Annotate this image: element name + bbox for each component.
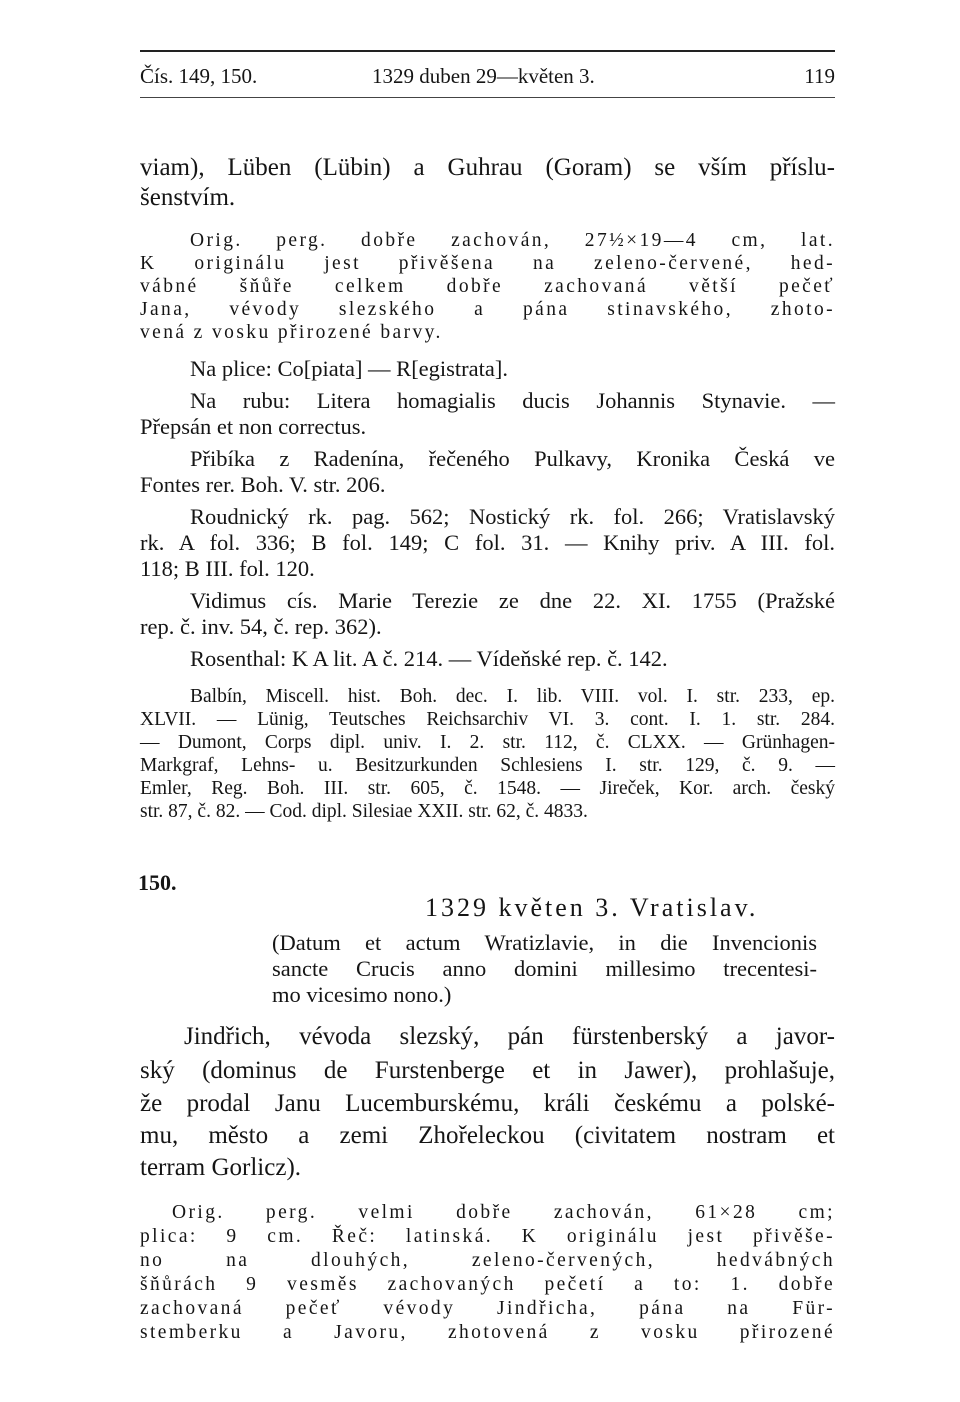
- orig-description-line: stemberku a Javoru, zhotovená z vosku přirozené: [140, 1322, 835, 1343]
- bibliography-line: str. 87, č. 82. — Cod. dipl. Silesiae XXII. str. 62, č. 4833.: [140, 801, 588, 822]
- note-line: rk. A fol. 336; B fol. 149; C fol. 31. — Knihy priv. A III. fol.: [140, 530, 835, 555]
- running-header: [140, 64, 835, 92]
- note-line: Rosenthal: K A lit. A č. 214. — Vídeňské rep. č. 142.: [190, 646, 668, 671]
- header-rule: [140, 50, 835, 52]
- text-line: šenstvím.: [140, 184, 236, 211]
- note-line: Přepsán et non correctus.: [140, 414, 367, 439]
- bibliography-line: XLVII. — Lünig, Teutsches Reichsarchiv VI. 3. cont. I. 1. str. 284.: [140, 709, 835, 730]
- text-line: viam), Lüben (Lübin) a Guhrau (Goram) se vším příslu-: [140, 154, 835, 181]
- datum-line: (Datum et actum Wratizlavie, in die Invencionis: [272, 930, 817, 955]
- bibliography-line: — Dumont, Corps dipl. univ. I. 2. str. 112, č. CLXX. — Grünhagen-: [140, 732, 835, 753]
- note-line: Roudnický rk. pag. 562; Nostický rk. fol. 266; Vratislavský: [190, 504, 835, 529]
- datum-line: sancte Crucis anno domini millesimo trecentesi-: [272, 956, 817, 981]
- orig-description-line: Orig. perg. dobře zachován, 27½×19—4 cm, lat.: [190, 230, 835, 251]
- datum-line: mo vicesimo nono.): [272, 982, 452, 1007]
- orig-description-line: K originálu jest přivěšena na zeleno-červené, hed-: [140, 253, 835, 274]
- bibliography-line: Balbín, Miscell. hist. Boh. dec. I. lib. VIII. vol. I. str. 233, ep.: [190, 686, 835, 707]
- orig-description-line: vábné šňůře celkem dobře zachovaná větší pečeť: [140, 276, 835, 297]
- orig-description-line: plica: 9 cm. Řeč: latinská. K originálu jest přivěše-: [140, 1226, 835, 1247]
- note-line: Fontes rer. Boh. V. str. 206.: [140, 472, 386, 497]
- page-number: 119: [804, 64, 835, 88]
- note-line: Na rubu: Litera homagialis ducis Johannis Stynavie. —: [190, 388, 835, 413]
- header-underline: [140, 97, 835, 98]
- orig-description-line: zachovaná pečeť vévody Jindřicha, pána na Für-: [140, 1298, 835, 1319]
- bibliography-line: Emler, Reg. Boh. III. str. 605, č. 1548. — Jireček, Kor. arch. český: [140, 778, 835, 799]
- regest-line: že prodal Janu Lucemburskému, králi českému a polské-: [140, 1090, 835, 1117]
- note-line: Na plice: Co[piata] — R[egistrata].: [190, 356, 509, 381]
- note-line: rep. č. inv. 54, č. rep. 362).: [140, 614, 382, 639]
- header-date-range: 1329 duben 29—květen 3.: [372, 64, 595, 88]
- document-heading: 1329 květen 3. Vratislav.: [425, 893, 759, 922]
- bibliography-line: Markgraf, Lehns- u. Besitzurkunden Schlesiens I. str. 129, č. 9. —: [140, 755, 835, 776]
- note-line: 118; B III. fol. 120.: [140, 556, 315, 581]
- regest-line: ský (dominus de Furstenberge et in Jawer), prohlašuje,: [140, 1057, 835, 1084]
- orig-description-line: Jana, vévody slezského a pána stinavského, zhoto-: [140, 299, 835, 320]
- document-number: 150.: [138, 870, 177, 895]
- orig-description-line: šňůrách 9 vesměs zachovaných pečetí a to: 1. dobře: [140, 1274, 835, 1295]
- note-line: Vidimus cís. Marie Terezie ze dne 22. XI. 1755 (Pražské: [190, 588, 835, 613]
- note-line: Přibíka z Radenína, řečeného Pulkavy, Kronika Česká ve: [190, 446, 835, 471]
- regest-line: terram Gorlicz).: [140, 1154, 302, 1181]
- regest-line: mu, město a zemi Zhořeleckou (civitatem nostram et: [140, 1122, 835, 1149]
- orig-description-line: no na dlouhých, zeleno-červených, hedvábných: [140, 1250, 835, 1271]
- header-document-numbers: Čís. 149, 150.: [140, 64, 258, 88]
- orig-description-line: Orig. perg. velmi dobře zachován, 61×28 cm;: [172, 1202, 835, 1223]
- regest-line: Jindřich, vévoda slezský, pán fürstenberský a javor-: [184, 1023, 835, 1050]
- orig-description-line: vená z vosku přirozené barvy.: [140, 322, 443, 343]
